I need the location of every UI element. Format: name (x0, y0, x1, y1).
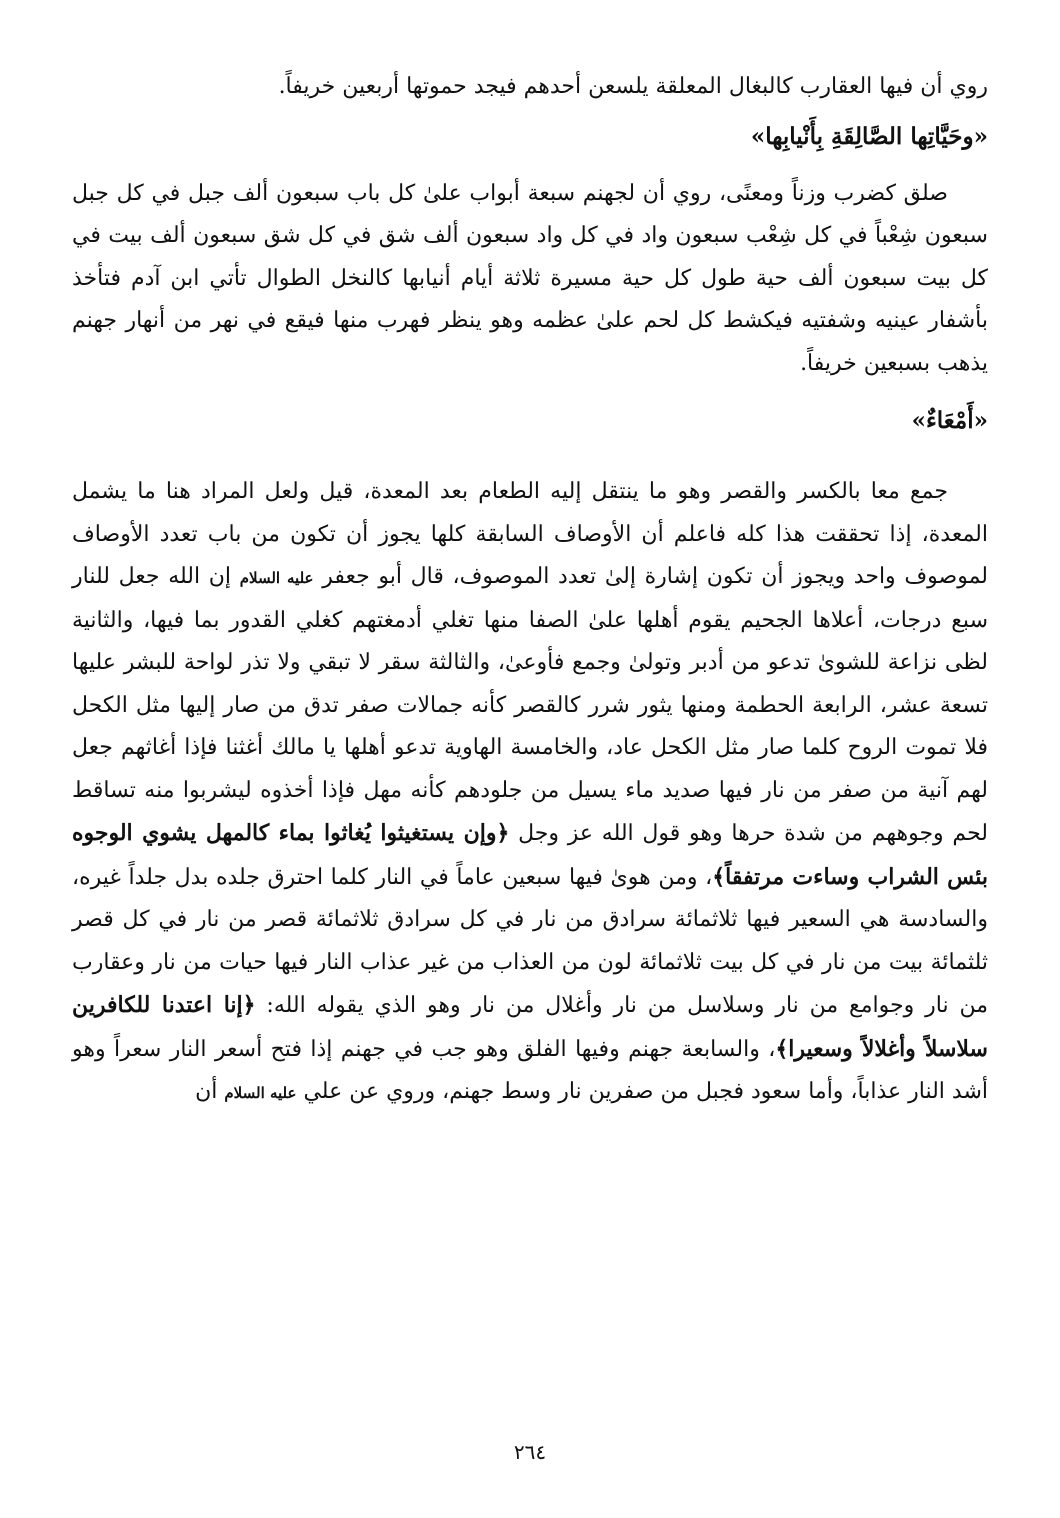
paragraph-text-1: جمع معا بالكسر والقصر وهو ما ينتقل إليه الطعام بعد المعدة، قيل ولعل المراد هنا ما يشمل المعدة، إذا تحققت هذا كله فاعلم أن الأوصاف السابقة كلها يجوز أن تكون من باب تعدد الأوصاف لموصوف واحد ويجوز أن تكون إشارة إلىٰ تعدد الموصوف، قال أبو جعفر (72, 479, 988, 589)
paragraph-text-3: ، ومن هوىٰ فيها سبعين عاماً في النار كلما احترق جلده بدل جلداً غيره، والسادسة هي السعير فيها ثلاثمائة سرادق من نار في كل سرادق ثلاثمائة قصر من نار في كل قصر ثلثمائة بيت من نار في كل بيت ثلاثمائة لون من العذاب من غير عذاب النار فيها حيات من نار وعقارب من نار وجوامع من نار وسلاسل من نار وأغلال من نار وهو الذي يقوله الله: (72, 864, 988, 1018)
paragraph-text-5: أن (195, 1079, 218, 1104)
honorific-glyph: عليه السلام (239, 569, 314, 587)
page-number: ٢٦٤ (513, 1440, 547, 1464)
quran-quote: ﴿إنا اعتدنا للكافرين سلاسلاً وأغلالاً وسعيرا﴾ (72, 992, 988, 1062)
paragraph-text-4: ، والسابعة جهنم وفيها الفلق وهو جب في جهنم إذا فتح أسعر النار سعراً وهو أشد النار عذاباً، وأما سعود فجبل من صفرين نار وسط جهنم، وروي عن علي (72, 1036, 988, 1104)
opening-line: روي أن فيها العقارب كالبغال المعلقة يلسعن أحدهم فيجد حموتها أربعين خريفاً. (278, 74, 988, 99)
honorific-glyph: عليه السلام (224, 1084, 297, 1102)
quran-quote: ﴿وإن يستغيثوا يُغاثوا بماء كالمهل يشوي الوجوه بئس الشراب وساءت مرتفقاً﴾ (72, 820, 988, 890)
page-body (72, 66, 988, 1115)
section-heading-snakes: «وحَيَّاتِها الصَّالِقَةِ بِأَنْيابِها» (750, 122, 988, 150)
section-heading-intestines: «أَمْعَاءٌ» (911, 407, 988, 434)
paragraph-text-2: إن الله جعل للنار سبع درجات، أعلاها الجحيم يقوم أهلها علىٰ الصفا منها تغلي أدمغتهم كغلي القدور بما فيها، والثانية لظى نزاعة للشوىٰ تدعو من أدبر وتولىٰ وجمع فأوعىٰ، والثالثة سقر لا تبقي ولا تذر لواحة للبشر عليها تسعة عشر، الرابعة الحطمة ومنها يثور شرر كالقصر كأنه جمالات صفر تدق من صار إليها مثل الكحل فلا تموت الروح كلما صار مثل الكحل عاد، والخامسة الهاوية تدعو أهلها يا مالك أغثنا فإذا أغاثهم جعل لهم آنية من صفر من نار فيها صديد ماء يسيل من جلودهم كأنه مهل فإذا أخذوه ليشربوا منه تساقط لحم وجوههم من شدة حرها وهو قول الله عز وجل (72, 564, 989, 846)
paragraph-snakes: صلق كضرب وزناً ومعنًى، روي أن لجهنم سبعة أبواب علىٰ كل باب سبعون ألف جبل في كل جبل سبعون شِعْباً في كل شِعْب سبعون واد في كل واد سبعون ألف شق في كل شق سبعون ألف بيت في كل بيت سبعون ألف حية طول كل حية مسيرة ثلاثة أيام أنيابها كالنخل الطوال تأتي ابن آدم فتأخذ بأشفار عينيه وشفتيه فيكشط كل لحم علىٰ عظمه وهو ينظر فهرب منها فيقع في نهر من أنهار جهنم يذهب بسبعين خريفاً. (72, 180, 988, 376)
paragraph-intestines (72, 471, 988, 1115)
